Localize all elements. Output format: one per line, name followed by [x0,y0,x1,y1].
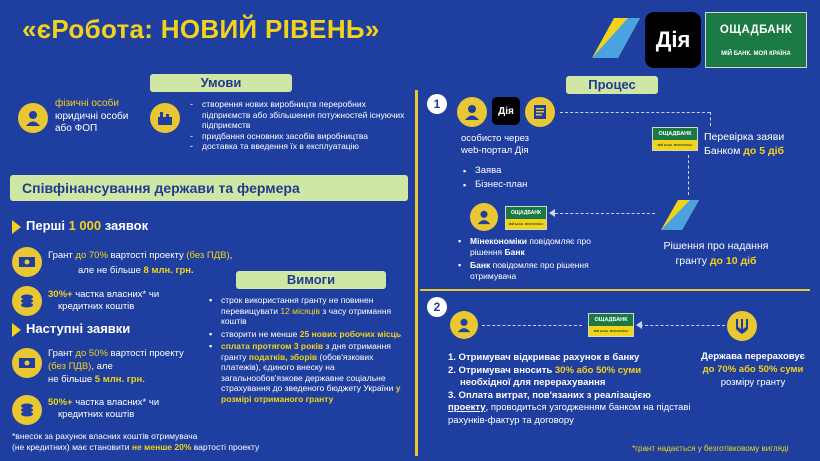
first-applications-label: Перші 1 000 заявок [26,218,149,233]
notify-list [458,236,618,282]
flow-arrow [710,112,711,126]
coins-icon [12,286,42,316]
step2-actions: 1. Отримувач відкриває рахунок в банку 2. Отримувач вносить 30% або 50% суми необхідної для перерахування 3. Оплата витрат, пов'язаних з реалізацією проекту, проводиться узгодженням банком на підставі рахунків-фактур та договору [448,352,691,426]
condition-item: - доставка та введення їх в експлуатацію [190,141,405,152]
condition-item: - створення нових виробництв переробних підприємств або збільшення потужностей існуючих підприємств [190,99,405,131]
documents-list [463,164,527,192]
diia-swoosh-small-logo [658,196,702,236]
money-icon [12,247,42,277]
first-applications-count: 1 000 [68,218,102,233]
production-icon [150,103,180,133]
flow-arrow [555,213,655,214]
money-icon [12,348,42,378]
applicant-individuals: фізичні особи [55,98,119,109]
applicant-icon [470,203,498,231]
process-header: Процес [566,76,658,94]
flow-arrow [688,155,689,195]
conditions-list [190,99,405,152]
condition-item: - придбання основних засобів виробництва [190,131,405,142]
diia-logo [645,12,701,68]
bank-logo-slogan: МІЙ БАНК. МОЯ КРАЇНА [721,51,791,57]
arrow-head [549,209,555,217]
personal-portal-text: особисто через web-портал Дія [461,133,530,156]
first-grant-text: Грант до 70% вартості проекту (без ПДВ), але не більше 8 млн. грн. [48,250,233,276]
notify-item: ▪ Мінекономіки повідомляє про рішення Банк [458,236,618,258]
trident-icon [727,311,757,341]
diia-swoosh-logo [588,12,644,68]
cofinancing-header: Співфінансування держави та фермера [10,175,408,201]
own-funds-footnote: *внесок за рахунок власних коштів отримувача (не кредитних) має становити не менше 20% вартості проекту [12,431,260,452]
next-grant-text: Грант до 50% вартості проекту (без ПДВ), але не більше 5 млн. грн. [48,348,184,385]
step-2-number: 2 [427,297,447,317]
vertical-divider [415,90,418,456]
diia-small-logo: Дія [492,97,520,125]
oschadbank-small-logo: ОЩАДБАНК МІЙ БАНК. МОЯ КРАЇНА [652,127,698,151]
requirement-item: ▪ створити не менше 25 нових робочих місць [209,329,409,340]
state-transfer-text: Держава перераховує до 70% або 50% суми розміру гранту [701,351,805,388]
flow-arrow [482,325,582,326]
applicant-types [55,98,145,136]
applicant-legal-entities: юридичні особи [55,110,129,122]
step-1-number: 1 [427,94,447,114]
oschadbank-small-logo: ОЩАДБАНК МІЙ БАНК. МОЯ КРАЇНА [505,206,547,230]
coins-icon [12,395,42,425]
applicant-fop: або ФОП [55,123,98,134]
applicant-icon [457,97,487,127]
bank-check-text: Перевірка заяви Банком до 5 діб [704,131,785,157]
requirements-list [209,295,409,404]
arrow-head [636,321,642,329]
horizontal-divider [420,289,810,291]
flow-arrow [560,112,710,113]
first-own-share: 30%+ частка власних* чи кредитних коштів [48,289,160,312]
arrow-marker-icon [12,220,21,234]
flow-arrow [640,325,725,326]
requirements-header: Вимоги [236,271,386,289]
oschadbank-logo [705,12,807,68]
notify-item: ▪ Банк повідомляє про рішення отримувача [458,260,618,282]
conditions-header: Умови [150,74,292,92]
oschadbank-small-logo: ОЩАДБАНК МІЙ БАНК. МОЯ КРАЇНА [588,313,634,337]
next-applications-label: Наступні заявки [26,321,131,336]
applicant-icon [450,311,478,339]
bank-logo-name: ОЩАДБАНК [719,24,793,36]
requirement-item: ▪ сплата протягом 3 років з дня отримання гранту податків, зборів (обов'язкових платежів), єдиного внеску на загальнообов'язкове державне соціальне страхування до зведеного бюджету України у розмірі отриманого гранту [209,341,409,404]
grant-footnote: *грант надається у безготівковому вигляді [632,444,789,453]
document-item: ▪ Бізнес-план [463,178,527,192]
document-icon [525,97,555,127]
arrow-marker-icon [12,323,21,337]
document-item: ▪ Заява [463,164,527,178]
requirement-item: ▪ строк використання гранту не повинен перевищувати 12 місяців з часу отримання коштів [209,295,409,327]
diia-logo-text: Дія [655,27,691,52]
decision-text: Рішення про надання гранту до 10 діб [663,240,769,267]
applicant-icon [18,103,48,133]
page-title: «єРобота: НОВИЙ РІВЕНЬ» [22,14,380,44]
next-own-share: 50%+ частка власних* чи кредитних коштів [48,397,160,420]
